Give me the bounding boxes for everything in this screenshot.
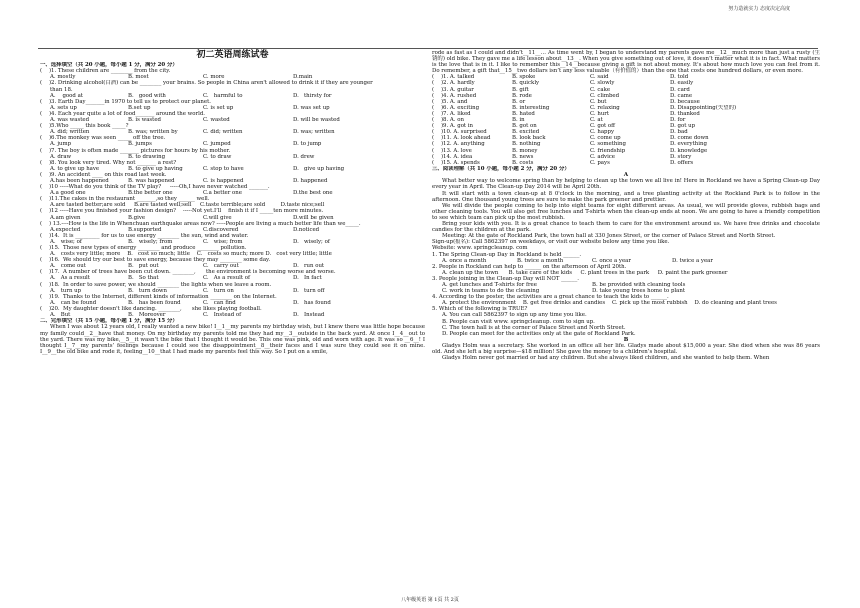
- reading-question: 4. According to the poster, the activities are a great chance to teach the kids to ______.: [432, 294, 669, 301]
- reading-question: 2. People in Rockland can help to ______ on the afternoon of April 20th.: [432, 263, 627, 270]
- option-text: C.a better one: [203, 190, 242, 197]
- option-text: B. most: [128, 74, 149, 81]
- reading-questions-list: [432, 252, 820, 337]
- option-text: B. is wasted: [128, 117, 161, 124]
- option-text: C. can find: [203, 299, 236, 306]
- passage-a-signup: Sign-up(报名): Call 5862397 on weekdays, or visit our website below any time you like.: [432, 239, 670, 246]
- option-text: B. was; written by: [128, 129, 178, 136]
- option-text: B.set up: [128, 104, 151, 111]
- option-text: D. give up having: [293, 165, 345, 172]
- option-text: A. turn up: [50, 287, 82, 294]
- mc-question: ( )14. It is _________ for us to use energy ________ the sun, wind and water.: [40, 232, 249, 239]
- option-text: B. hated: [512, 110, 535, 117]
- mc-question: ( )15. Those new types of energy ________ and produce ________ pollution.: [40, 245, 247, 252]
- passage-a-paragraph: We will divide the people coming to help into eight teams for eight different areas. As usual, we will provide gloves, rubbish bags and other cleaning tools. You will also get free lunches and T-shirts when the clean-up ends at noon. We are going to have a friendly competition to see which team can pick up the most rubbish.: [432, 202, 820, 221]
- option-text: A. As a result: [50, 275, 90, 282]
- option-text: ( )15. A. spends: [432, 159, 480, 166]
- mc-options: [40, 288, 425, 294]
- option-text: ( )6. A. exciting: [432, 104, 480, 111]
- section-cloze: 二、完形填空（共 15 小题，每小题 1 分，满分 15 分）: [40, 318, 178, 325]
- option-text: ( )4. A. rushed: [432, 92, 477, 99]
- option-text: ( )9. A. got in: [432, 123, 474, 130]
- option-text: B. turn down: [128, 287, 167, 294]
- option-text: B. gift: [512, 86, 529, 93]
- option-text: D. Disappointing(失望的): [670, 104, 737, 111]
- passage-a-paragraph: Bring your kids with you. It is a great chance to teach them to care for the environment around us. We have free drinks and chocolate candies for the children at the park.: [432, 221, 820, 234]
- reading-options-line: A. clean up the town B. take care of the kids C. plant trees in the park D. paint the park greener: [442, 269, 728, 276]
- reading-question: 5. Which of the following is TRUE?: [432, 306, 528, 313]
- passage-b-paragraph: Gladys Holm was a secretary. She worked in an office all her life. Gladys made about $15,000 a year. She died when she was 86 years old. And she left a big surprise—$18 million! She gave the money to a children’s hospital.: [432, 343, 820, 356]
- option-text: B. spoke: [512, 74, 536, 81]
- option-text: A.has been happened: [50, 177, 109, 184]
- option-text: D. card: [670, 86, 690, 93]
- option-text: C. advice: [590, 153, 616, 160]
- option-text: D.noticed: [293, 226, 320, 233]
- option-text: B. twice a month: [517, 257, 564, 264]
- option-text: A. jump: [50, 141, 72, 148]
- option-text: B. interesting: [512, 104, 550, 111]
- mc-options: [40, 166, 425, 172]
- option-text: D. drew: [293, 153, 315, 160]
- option-text: B. costs: [512, 159, 534, 166]
- option-text: C. but: [590, 98, 607, 105]
- option-text: D. turn off: [293, 287, 325, 294]
- option-text: A.am given: [50, 214, 81, 221]
- mc-options-line: A.are tasted better;are sold B.are tasted well;sell C.taste terrible;are sold D.taste nice;sell: [50, 202, 325, 209]
- option-text: C. work in teams to do the cleaning: [442, 288, 540, 295]
- mc-question: ( )16. We should try our best to save energy, because they may ________ some day.: [40, 257, 271, 264]
- page-footer: 八年级英语 第 1页 共 2页: [401, 597, 459, 603]
- reading-option: A. You can call 5862397 to sign up any time you like.: [442, 312, 587, 319]
- mc-options: [40, 93, 425, 99]
- mc-question: ( )11.The cakes in the restaurant _______,so they ______ well.: [40, 196, 210, 203]
- option-text: A. wise; of: [50, 238, 82, 245]
- section-reading: 三、阅读理解（共 10 小题，每小题 2 分，满分 20 分）: [432, 165, 570, 172]
- option-text: D. story: [670, 153, 692, 160]
- motto: 努力造就实力 态度决定高度: [728, 6, 790, 12]
- option-text: A. get lunches and T-shirts for free: [442, 281, 537, 288]
- option-text: C. slowly: [590, 80, 615, 87]
- option-text: D. was set up: [293, 104, 330, 111]
- section-multiple-choice: 一、选择填空（共 20 小题，每小题 1 分，满分 20 分）: [40, 62, 178, 68]
- option-text: B. nothing: [512, 141, 541, 148]
- option-text: D. bad: [670, 129, 688, 136]
- option-text: D. thanked: [670, 110, 700, 117]
- option-text: C. Instead of: [203, 312, 242, 319]
- passage-b-paragraph: Gladys Holm never got married or had any children. But she always liked children, and she wanted to help them. When: [442, 355, 770, 362]
- option-text: B. look back: [512, 135, 546, 142]
- option-text: A.expected: [50, 226, 81, 233]
- option-text: D.the best one: [293, 190, 333, 197]
- option-text: C. climbed: [590, 92, 620, 99]
- option-text: A. was wasted: [50, 117, 90, 124]
- option-text: B. be provided with cleaning tools: [592, 281, 686, 288]
- option-text: B. good with: [128, 92, 166, 99]
- option-text: C. did; written: [203, 129, 243, 136]
- option-text: A.a good one: [50, 190, 86, 197]
- option-text: C. turn on: [203, 287, 234, 294]
- option-text: B. to drawing: [128, 153, 166, 160]
- option-text: C. once a year: [592, 257, 631, 264]
- right-column: [432, 50, 820, 361]
- mc-question: ( )12 -----Have you finished your fashion design? -----Not yet.I’ll finish it if I _____ten more minutes.: [40, 208, 324, 215]
- option-text: ( )12. A. anything: [432, 141, 485, 148]
- option-text: C. As a result of: [203, 275, 250, 282]
- option-text: B. wisely; from: [128, 238, 173, 245]
- passage-a-paragraph: It will start with a town clean-up at 8 0'clock in the morning, and a tree planting activity at the Rockland Park is to follow in the afternoon. One thousand young trees are sure to make the park greener and prettier.: [432, 190, 820, 203]
- option-text: B. got on: [512, 123, 537, 130]
- passage-a-heading: A: [623, 172, 629, 179]
- option-text: D. because: [670, 98, 700, 105]
- reading-option: C. The town hall is at the corner of Palace Street and North Street.: [442, 324, 626, 331]
- option-text: A. to give up have: [50, 165, 100, 172]
- option-text: D. got up: [670, 123, 696, 130]
- mc-options-line: A. costs very little; more B. cost so much; little C. costs so much; more D. cost very little; little: [50, 251, 332, 258]
- option-text: A. draw: [50, 153, 72, 160]
- option-text: D. twice a year: [672, 257, 713, 264]
- option-text: B. jumps: [128, 141, 152, 148]
- option-text: B. to give up having: [128, 165, 183, 172]
- multiple-choice-list: [40, 68, 425, 318]
- cloze-passage-part1: When I was about 12 years old, I really wanted a new bike! I__1__my parents my birthday wish, but I knew there was little hope because my family could__2__have that money. On my birthday my parents told me they had my__3__outside in the back yard. At once I__4__out to the yard. There was my bike,__5__it wasn’t the bike that I thought it would be. This one was pink, old and worn with age. It was so __6__! I thought I__7__my parents’ feelings because I could see the disappointment__8__their faces and I was sure they could see it on mine. I__9__the old bike and rode it, feeling__10__that I had made my parents feel this way. So I put on a smile,: [40, 324, 425, 355]
- mc-question: ( )7. The boy is often made _______ pictures for hours by his mother.: [40, 147, 231, 154]
- option-text: C. happy: [590, 129, 614, 136]
- option-text: D.main: [293, 74, 313, 81]
- mc-options: [40, 227, 425, 233]
- option-text: ( )11. A. look ahead: [432, 135, 491, 142]
- option-text: C. relaxing: [590, 104, 620, 111]
- option-text: ( )10. A. surprised: [432, 129, 487, 136]
- option-text: ( )14. A. idea: [432, 153, 473, 160]
- option-text: ( )2. A. hardly: [432, 80, 475, 87]
- option-text: B. Moreover: [128, 312, 166, 319]
- option-text: B. excited: [512, 129, 540, 136]
- option-text: C. pays: [590, 159, 610, 166]
- option-text: A. mostly: [50, 74, 76, 81]
- passage-b-heading: B: [623, 336, 629, 343]
- option-text: A. good at: [50, 92, 83, 99]
- option-text: C. wasted: [203, 117, 230, 124]
- left-column: [40, 50, 425, 355]
- option-text: C. come up: [590, 135, 621, 142]
- reading-option: B. People can visit www. springcleanup. com to sign up.: [442, 318, 595, 325]
- mc-options: [40, 275, 425, 281]
- option-text: D.will be given: [293, 214, 334, 221]
- option-text: A. But: [50, 312, 71, 319]
- option-text: D. everything: [670, 141, 707, 148]
- page-title: 初二英语周练试卷: [196, 50, 269, 60]
- option-text: D. to jump: [293, 141, 322, 148]
- option-text: D. knowledge: [670, 147, 708, 154]
- option-text: C. carry out: [203, 263, 239, 270]
- option-text: ( )8. A. on: [432, 117, 464, 124]
- option-text: D. happened: [293, 177, 328, 184]
- option-text: ( )3. A. guitar: [432, 86, 474, 93]
- reading-options-line: A. protect the environment B. get free drinks and candies C. pick up the most rubbish D. do cleaning and plant trees: [442, 300, 777, 307]
- option-text: B. news: [512, 153, 534, 160]
- mc-question: ( )3. Earth Day_______in 1970 to tell us to protect our planet.: [40, 98, 211, 105]
- option-text: B. rode: [512, 92, 532, 99]
- option-text: B. So that: [128, 275, 159, 282]
- option-text: C. harmful to: [203, 92, 243, 99]
- option-text: D. take young trees home to plant: [592, 288, 685, 295]
- reading-question: 1. The Spring Clean-up Day in Rockland is held ______.: [432, 251, 582, 258]
- option-text: ( )7. A. liked: [432, 110, 471, 117]
- option-text: B. or: [512, 98, 526, 105]
- option-text: B. has been found: [128, 299, 181, 306]
- option-text: A. once a month: [442, 257, 487, 264]
- option-text: D. will be wasted: [293, 117, 340, 124]
- option-text: A. can be found: [50, 299, 97, 306]
- option-text: B.the better one: [128, 190, 173, 197]
- option-text: C. is set up: [203, 104, 234, 111]
- option-text: C. hurt: [590, 110, 610, 117]
- mc-question: ( )18. In order to save power, we should ________ the lights when we leave a room.: [40, 281, 272, 288]
- option-text: B. money: [512, 147, 538, 154]
- option-text: A. did; written: [50, 129, 90, 136]
- option-text: B. was happened: [128, 177, 175, 184]
- option-text: C. got off: [590, 123, 616, 130]
- mc-question: ( )6.The monkey was seen _____ off the tree.: [40, 135, 166, 142]
- option-text: ( )13. A. love: [432, 147, 472, 154]
- option-text: C. stop to have: [203, 165, 244, 172]
- mc-question: ( )1. These children are ________ from the city.: [40, 68, 171, 75]
- option-text: B.give: [128, 214, 146, 221]
- option-text: B. quickly: [512, 80, 540, 87]
- option-text: D. easily: [670, 80, 694, 87]
- passage-a-website: Website: www. springcleanup. com: [432, 245, 528, 252]
- mc-question: ( ) 13.----How is the life in Whenchuan earthquake areas now? -----People are living a much better life than we_____.: [40, 220, 361, 227]
- option-text: D. In fact: [293, 275, 322, 282]
- mc-options: [40, 215, 425, 221]
- option-text: C. cake: [590, 86, 611, 93]
- option-text: D. told: [670, 74, 689, 81]
- option-text: D. thirsty for: [293, 92, 332, 99]
- option-text: C. at: [590, 117, 603, 124]
- option-text: D. offers: [670, 159, 694, 166]
- mc-question: ( )8. You look very tired. Why not _______ a rest?: [40, 159, 177, 166]
- option-text: D. came: [670, 92, 693, 99]
- option-text: C.discovered: [203, 226, 239, 233]
- mc-question: ( )2. Drinking alcohol(白酒) can be ________ your brains. So people in China aren't allowed to drink it if they are younger: [40, 80, 373, 87]
- mc-question: ( )20. My daughter doesn't like dancing. ________, she likes playing football.: [40, 305, 262, 312]
- option-text: D. for: [670, 117, 686, 124]
- option-text: C. is happened: [203, 177, 244, 184]
- option-text: D. run out: [293, 263, 325, 270]
- passage-a-paragraph: What better way to welcome spring than by helping to clean up the town we all live in! Here in Rockland we have a Spring Clean-up Day every year in April. The Clean-up Day 2014 will be April 20th.: [432, 178, 820, 191]
- option-text: B. in: [512, 117, 525, 124]
- mc-question: ( )9. An accident ____ on this road last week.: [40, 171, 167, 178]
- option-text: B. put out: [128, 263, 159, 270]
- option-text: D. come down: [670, 135, 709, 142]
- mc-question: ( )5.Who _____ this book _____?: [40, 123, 129, 130]
- option-text: C. wise; from: [203, 238, 243, 245]
- option-text: C. said: [590, 74, 609, 81]
- cloze-options-list: [432, 74, 820, 165]
- option-text: A. sets up: [50, 104, 77, 111]
- option-text: D. has found: [293, 299, 331, 306]
- header-rule: [38, 48, 818, 49]
- cloze-passage-part2: rode as fast as I could and didn’t__11__… As time went by, I began to understand my parents gave me__12__much more than just a rusty (生锈的) old bike. They gave me a life lesson about__13__. When you give something out of love, it doesn’t matter what it is in fact. What matters is the love that is in it. I like to remember this__14__because giving a gift is not about money. It's about how much love you can feel from it. Do remember, a gift that__15__two dollars isn’t any less valuable（有价值的）than the one that costs one hundred dollars, or even more.: [432, 50, 820, 75]
- mc-question-cont: than 18.: [50, 86, 73, 93]
- mc-options: [40, 154, 425, 160]
- option-text: C.will give: [203, 214, 232, 221]
- passage-a-paragraph: Meeting: At the gate of Rockland Park, the town hall at 330 Jones Street, or the corner of Palace Street and North Street.: [442, 233, 776, 240]
- mc-options: [40, 141, 425, 147]
- mc-question: ( )4. Each year quite a lot of food_______ around the world.: [40, 110, 205, 117]
- option-text: C. jumped: [203, 141, 231, 148]
- option-text: D. was; written: [293, 129, 335, 136]
- mc-question: ( )17. A number of trees have been cut down. ________, the environment is becoming worse and worse.: [40, 269, 336, 276]
- reading-option: D. People can meet for the activities only at the gate of Rockland Park.: [442, 330, 636, 337]
- option-text: B.supported: [128, 226, 162, 233]
- option-text: A. come out: [50, 263, 86, 270]
- option-text: ( )5. A. and: [432, 98, 468, 105]
- option-text: C. to draw: [203, 153, 232, 160]
- mc-question: ( )10 -----What do you think of the TV play? -----Oh,I have never watched _______.: [40, 184, 270, 191]
- option-text: ( )1. A. talked: [432, 74, 475, 81]
- option-text: C. something: [590, 141, 626, 148]
- option-text: C. more: [203, 74, 225, 81]
- option-text: D. Instead: [293, 312, 325, 319]
- reading-question: 3. People joining in the Clean-up Day will NOT ______.: [432, 275, 579, 282]
- option-text: D. wisely; of: [293, 238, 330, 245]
- option-text: C. friendship: [590, 147, 626, 154]
- mc-question: ( )19. Thanks to the Internet, different kinds of information ________ on the Internet.: [40, 293, 277, 300]
